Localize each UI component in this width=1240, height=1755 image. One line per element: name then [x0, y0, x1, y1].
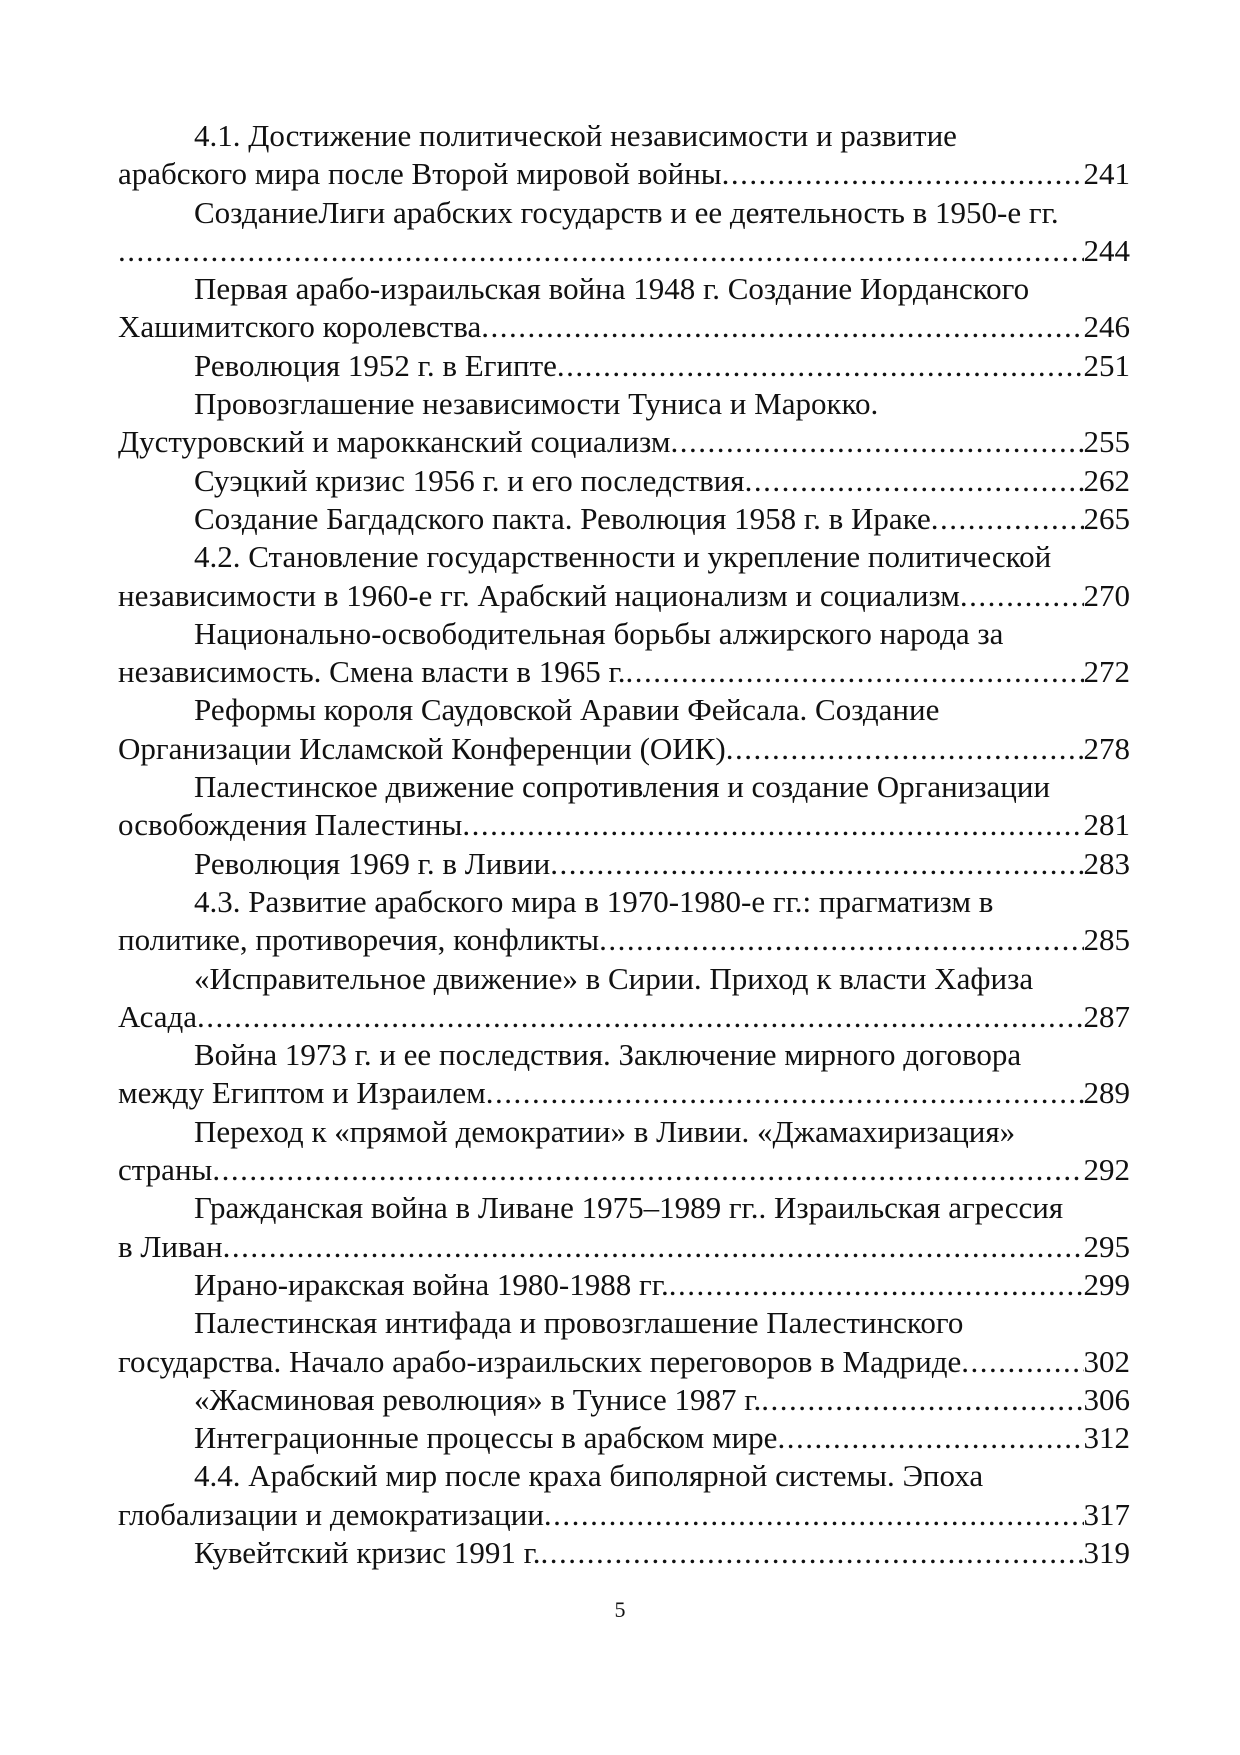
toc-page-number: 270 — [1083, 577, 1130, 613]
toc-entry-heading: Гражданская война в Ливане 1975–1989 гг.. Израильская агрессия — [194, 1190, 1064, 1226]
toc-entry-title: Дустуровский и марокканский социализм — [118, 424, 671, 460]
toc-page-number: 262 — [1083, 462, 1130, 498]
toc-entry[interactable] — [118, 1534, 1130, 1572]
toc-entry-heading: Реформы короля Саудовской Аравии Фейсала. Создание — [194, 692, 940, 728]
toc-entry[interactable] — [118, 1419, 1130, 1457]
dot-leader — [931, 500, 1084, 538]
toc-entry-title: в Ливан — [118, 1228, 223, 1264]
toc-entry[interactable] — [118, 691, 1130, 768]
toc-page-number: 283 — [1083, 845, 1130, 881]
toc-entry-title: освобождения Палестины — [118, 807, 463, 843]
toc-entry[interactable] — [118, 270, 1130, 347]
toc-page-number: 251 — [1083, 347, 1130, 383]
toc-entry[interactable] — [118, 385, 1130, 462]
toc-entry[interactable] — [118, 960, 1130, 1037]
toc-entry[interactable] — [118, 1381, 1130, 1419]
toc-entry[interactable] — [118, 883, 1130, 960]
toc-entry[interactable] — [118, 1266, 1130, 1304]
toc-entry-title: Асада — [118, 998, 198, 1034]
toc-page-number: 319 — [1083, 1534, 1130, 1570]
dot-leader — [670, 423, 1083, 461]
toc-entry-title: глобализации и демократизации — [118, 1496, 544, 1532]
dot-leader — [777, 1419, 1083, 1457]
dot-leader — [599, 921, 1083, 959]
toc-entry-title: независимость. Смена власти в 1965 г. — [118, 654, 626, 690]
dot-leader — [462, 806, 1083, 844]
dot-leader — [550, 845, 1083, 883]
table-of-contents — [118, 117, 1130, 1572]
toc-entry-heading: 4.1. Достижение политической независимости и развитие — [194, 118, 957, 153]
toc-entry-heading: Первая арабо-израильская война 1948 г. Создание Иорданского — [194, 271, 1030, 307]
toc-entry-heading: СозданиеЛиги арабских государств и ее деятельность в 1950-е гг. — [194, 194, 1059, 230]
dot-leader — [761, 1381, 1083, 1419]
dot-leader — [118, 232, 1084, 270]
toc-entry-heading: «Исправительное движение» в Сирии. Приход к власти Хафиза — [194, 960, 1034, 996]
toc-page-number: 312 — [1083, 1420, 1130, 1456]
dot-leader — [486, 1074, 1084, 1112]
toc-entry-heading: Национально-освободительная борьбы алжирского народа за — [194, 615, 1004, 651]
dot-leader — [745, 462, 1084, 500]
toc-entry[interactable] — [118, 1189, 1130, 1266]
page-number: 5 — [614, 1597, 626, 1622]
toc-entry-title: Революция 1952 г. в Египте — [194, 347, 557, 383]
toc-entry-title: независимости в 1960-е гг. Арабский национализм и социализм — [118, 577, 960, 613]
toc-entry-title: государства. Начало арабо-израильских переговоров в Мадриде — [118, 1343, 962, 1379]
dot-leader — [626, 653, 1084, 691]
toc-entry-title: Революция 1969 г. в Ливии — [194, 845, 551, 881]
toc-page-number: 246 — [1083, 309, 1130, 345]
dot-leader — [961, 1343, 1083, 1381]
toc-entry-title: Суэцкий кризис 1956 г. и его последствия — [194, 462, 745, 498]
toc-entry[interactable] — [118, 615, 1130, 692]
toc-page-number: 317 — [1083, 1496, 1130, 1532]
toc-entry-title: Ирано-иракская война 1980-1988 гг. — [194, 1266, 669, 1302]
dot-leader — [541, 1534, 1084, 1572]
dot-leader — [557, 347, 1084, 385]
toc-page-number: 287 — [1083, 998, 1130, 1034]
toc-entry[interactable] — [118, 845, 1130, 883]
toc-entry[interactable] — [118, 117, 1130, 194]
toc-entry-title: Кувейтский кризис 1991 г. — [194, 1534, 541, 1570]
toc-entry-title: Создание Багдадского пакта. Революция 1958 г. в Ираке — [194, 500, 931, 536]
toc-entry-heading: Война 1973 г. и ее последствия. Заключение мирного договора — [194, 1037, 1022, 1073]
toc-entry-heading: 4.4. Арабский мир после краха биполярной системы. Эпоха — [194, 1458, 984, 1494]
toc-entry[interactable] — [118, 1457, 1130, 1534]
toc-entry[interactable] — [118, 1304, 1130, 1381]
toc-entry[interactable] — [118, 538, 1130, 615]
dot-leader — [726, 730, 1084, 768]
toc-entry-heading: 4.2. Становление государственности и укрепление политической — [194, 539, 1052, 575]
toc-page-number: 265 — [1083, 500, 1130, 536]
dot-leader — [960, 577, 1084, 615]
toc-page-number: 292 — [1083, 1152, 1130, 1188]
toc-entry[interactable] — [118, 1036, 1130, 1113]
toc-entry-title: между Египтом и Израилем — [118, 1075, 486, 1111]
toc-entry-title: Организации Исламской Конференции (ОИК) — [118, 730, 726, 766]
toc-entry[interactable] — [118, 347, 1130, 385]
dot-leader — [481, 308, 1083, 346]
toc-entry[interactable] — [118, 194, 1130, 271]
toc-page-number: 299 — [1083, 1266, 1130, 1302]
dot-leader — [722, 155, 1084, 193]
toc-page-number: 281 — [1083, 807, 1130, 843]
toc-page-number: 285 — [1083, 922, 1130, 958]
toc-entry-heading: 4.3. Развитие арабского мира в 1970-1980-е гг.: прагматизм в — [194, 883, 994, 919]
toc-page-number: 272 — [1083, 654, 1130, 690]
toc-page-number: 278 — [1083, 730, 1130, 766]
toc-entry[interactable] — [118, 500, 1130, 538]
toc-page-number: 306 — [1083, 1381, 1130, 1417]
dot-leader — [197, 998, 1083, 1036]
toc-entry[interactable] — [118, 768, 1130, 845]
toc-entry[interactable] — [118, 462, 1130, 500]
toc-page-number: 289 — [1083, 1075, 1130, 1111]
toc-entry-heading: Палестинская интифада и провозглашение Палестинского — [194, 1305, 964, 1341]
toc-page-number: 241 — [1083, 156, 1130, 192]
toc-page-number: 255 — [1083, 424, 1130, 460]
toc-entry-title: Интеграционные процессы в арабском мире — [194, 1420, 778, 1456]
toc-entry-heading: Провозглашение независимости Туниса и Марокко. — [194, 386, 879, 422]
toc-entry[interactable] — [118, 1113, 1130, 1190]
toc-entry-title: арабского мира после Второй мировой войны — [118, 156, 722, 192]
dot-leader — [212, 1151, 1083, 1189]
dot-leader — [223, 1228, 1084, 1266]
toc-page-number: 244 — [1083, 232, 1130, 268]
dot-leader — [669, 1266, 1084, 1304]
toc-entry-heading: Палестинское движение сопротивления и создание Организации — [194, 769, 1051, 805]
toc-page-number: 302 — [1083, 1343, 1130, 1379]
toc-entry-title: «Жасминовая революция» в Тунисе 1987 г. — [194, 1381, 762, 1417]
dot-leader — [544, 1496, 1084, 1534]
toc-entry-title: страны — [118, 1152, 213, 1188]
toc-page-number: 295 — [1083, 1228, 1130, 1264]
toc-entry-heading: Переход к «прямой демократии» в Ливии. «Джамахиризация» — [194, 1113, 1016, 1149]
toc-entry-title: политике, противоречия, конфликты — [118, 922, 600, 958]
toc-entry-title: Хашимитского королевства — [118, 309, 482, 345]
